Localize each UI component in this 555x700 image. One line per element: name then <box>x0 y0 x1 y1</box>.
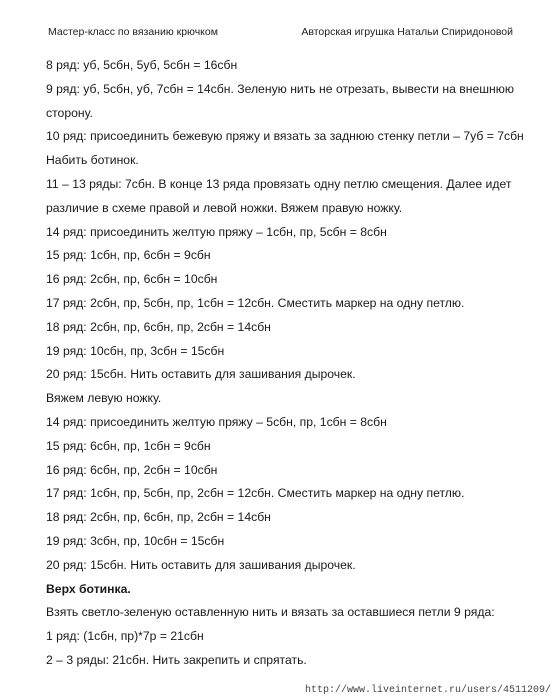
text-line: 17 ряд: 1сбн, пр, 5сбн, пр, 2сбн = 12сбн. Сместить маркер на одну петлю. <box>46 486 465 501</box>
text-line: 15 ряд: 6сбн, пр, 1сбн = 9сбн <box>46 438 211 453</box>
text-line: 17 ряд: 2сбн, пр, 5сбн, пр, 1сбн = 12сбн. Сместить маркер на одну петлю. <box>46 295 465 310</box>
text-line: Вяжем левую ножку. <box>46 391 162 406</box>
document-body <box>46 54 525 673</box>
text-line: 1 ряд: (1сбн, пр)*7р = 21сбн <box>46 629 204 644</box>
text-line: 20 ряд: 15сбн. Нить оставить для зашивания дырочек. <box>46 367 356 382</box>
text-line: 20 ряд: 15сбн. Нить оставить для зашивания дырочек. <box>46 557 356 572</box>
text-line: 16 ряд: 6сбн, пр, 2сбн = 10сбн <box>46 462 218 477</box>
header-title-left: Мастер-класс по вязанию крючком <box>48 26 218 38</box>
text-line: 16 ряд: 2сбн, пр, 6сбн = 10сбн <box>46 272 218 287</box>
text-line: Набить ботинок. <box>46 153 139 168</box>
text-line: Взять светло-зеленую оставленную нить и вязать за оставшиеся петли 9 ряда: <box>46 605 495 620</box>
text-line: 14 ряд: присоединить желтую пряжу – 5сбн, пр, 1сбн = 8сбн <box>46 414 387 429</box>
text-line: 2 – 3 ряды: 21сбн. Нить закрепить и спрятать. <box>46 652 307 667</box>
text-line: 14 ряд: присоединить желтую пряжу – 1сбн, пр, 5сбн = 8сбн <box>46 224 387 239</box>
section-heading: Верх ботинка. <box>46 581 131 596</box>
header-title-right: Авторская игрушка Натальи Спиридоновой <box>301 26 513 38</box>
text-line: различие в схеме правой и левой ножки. Вяжем правую ножку. <box>46 200 403 215</box>
text-line: 18 ряд: 2сбн, пр, 6сбн, пр, 2сбн = 14сбн <box>46 319 271 334</box>
text-line: сторону. <box>46 105 93 120</box>
text-line: 19 ряд: 10сбн, пр, 3сбн = 15сбн <box>46 343 225 358</box>
text-line: 10 ряд: присоединить бежевую пряжу и вязать за заднюю стенку петли – 7уб = 7сбн <box>46 129 524 144</box>
text-line: 19 ряд: 3сбн, пр, 10сбн = 15сбн <box>46 533 225 548</box>
watermark-url: http://www.liveinternet.ru/users/4511209/ <box>304 685 551 696</box>
page-header <box>48 26 513 42</box>
text-line: 18 ряд: 2сбн, пр, 6сбн, пр, 2сбн = 14сбн <box>46 510 271 525</box>
text-line: 11 – 13 ряды: 7сбн. В конце 13 ряда провязать одну петлю смещения. Далее идет <box>46 176 512 191</box>
text-line: 15 ряд: 1сбн, пр, 6сбн = 9сбн <box>46 248 211 263</box>
text-line: 9 ряд: уб, 5сбн, уб, 7сбн = 14сбн. Зеленую нить не отрезать, вывести на внешнюю <box>46 81 515 96</box>
text-line: 8 ряд: уб, 5сбн, 5уб, 5сбн = 16сбн <box>46 58 238 72</box>
